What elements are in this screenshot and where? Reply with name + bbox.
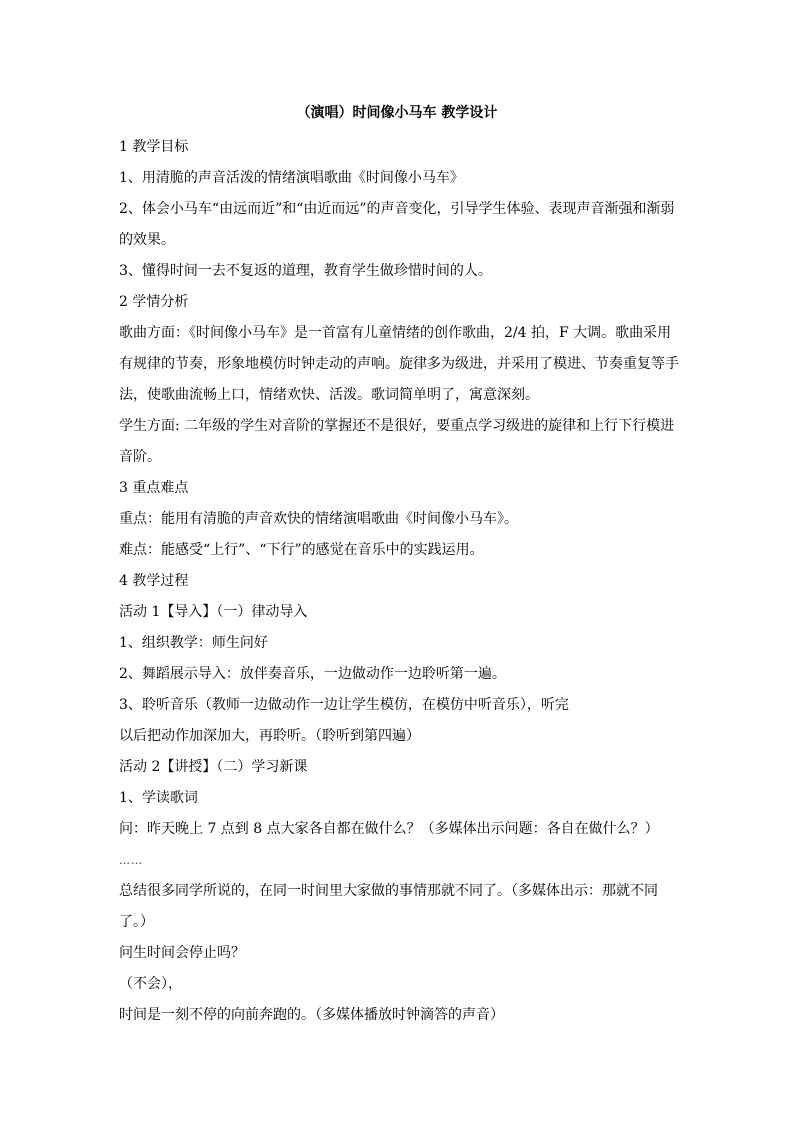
paragraph-line: 有规律的节奏，形象地模仿时钟走动的声响。旋律多为级进，并采用了模进、节奏重复等手 bbox=[119, 356, 679, 372]
paragraph-line: 以后把动作加深加大，再聆听。（聆听到第四遍） bbox=[119, 728, 420, 744]
section-heading-analysis: 2 学情分析 bbox=[119, 294, 189, 310]
paragraph-line: 1、组织教学：师生问好 bbox=[119, 635, 268, 651]
activity-heading: 活动 2【讲授】（二）学习新课 bbox=[119, 759, 308, 775]
document-title: （演唱）时间像小马车 教学设计 bbox=[296, 105, 498, 121]
ellipsis-line: …… bbox=[119, 854, 143, 867]
section-heading-key-points: 3 重点难点 bbox=[119, 480, 189, 496]
paragraph-line: 重点：能用有清脆的声音欢快的情绪演唱歌曲《时间像小马车》。 bbox=[119, 511, 518, 527]
paragraph-line: 问：昨天晚上 7 点到 8 点大家各自都在做什么？（多媒体出示问题：各自在做什么？） bbox=[119, 821, 659, 837]
paragraph-line: 3、聆听音乐（教师一边做动作一边让学生模仿，在模仿中听音乐），听完 bbox=[119, 697, 569, 713]
paragraph-line: 歌曲方面：《时间像小马车》是一首富有儿童情绪的创作歌曲，2/4 拍，F 大调。歌曲采用 bbox=[119, 325, 672, 341]
paragraph-line: 2、体会小马车“由远而近”和“由近而远”的声音变化，引导学生体验、表现声音渐强和渐弱 bbox=[119, 201, 675, 217]
section-heading-objectives: 1 教学目标 bbox=[119, 139, 189, 155]
paragraph-line: 音阶。 bbox=[119, 449, 161, 465]
paragraph-line: 难点：能感受“上行”、“下行”的感觉在音乐中的实践运用。 bbox=[119, 542, 484, 558]
paragraph-line: 了。） bbox=[119, 914, 154, 930]
paragraph-line: 3、懂得时间一去不复返的道理，教育学生做珍惜时间的人。 bbox=[119, 263, 492, 279]
paragraph-line: 法，使歌曲流畅上口，情绪欢快、活泼。歌词简单明了，寓意深刻。 bbox=[119, 387, 539, 403]
paragraph-line: 时间是一刻不停的向前奔跑的。（多媒体播放时钟滴答的声音） bbox=[119, 1007, 504, 1023]
paragraph-line: 1、用清脆的声音活泼的情绪演唱歌曲《时间像小马车》 bbox=[119, 170, 464, 186]
paragraph-line: 2、舞蹈展示导入：放伴奏音乐，一边做动作一边聆听第一遍。 bbox=[119, 666, 506, 682]
paragraph-line: 1、学读歌词 bbox=[119, 790, 198, 806]
paragraph-line: 的效果。 bbox=[119, 232, 175, 248]
document-body bbox=[119, 132, 681, 1031]
paragraph-line: 总结很多同学所说的，在同一时间里大家做的事情那就不同了。（多媒体出示：那就不同 bbox=[119, 883, 658, 899]
paragraph-line: 问生时间会停止吗？ bbox=[119, 945, 245, 961]
paragraph-line: 学生方面: 二年级的学生对音阶的掌握还不是很好，要重点学习级进的旋律和上行下行模进 bbox=[119, 418, 675, 434]
section-heading-process: 4 教学过程 bbox=[119, 573, 189, 589]
activity-heading: 活动 1【导入】（一）律动导入 bbox=[119, 604, 308, 620]
paragraph-line: （不会）， bbox=[119, 976, 182, 992]
